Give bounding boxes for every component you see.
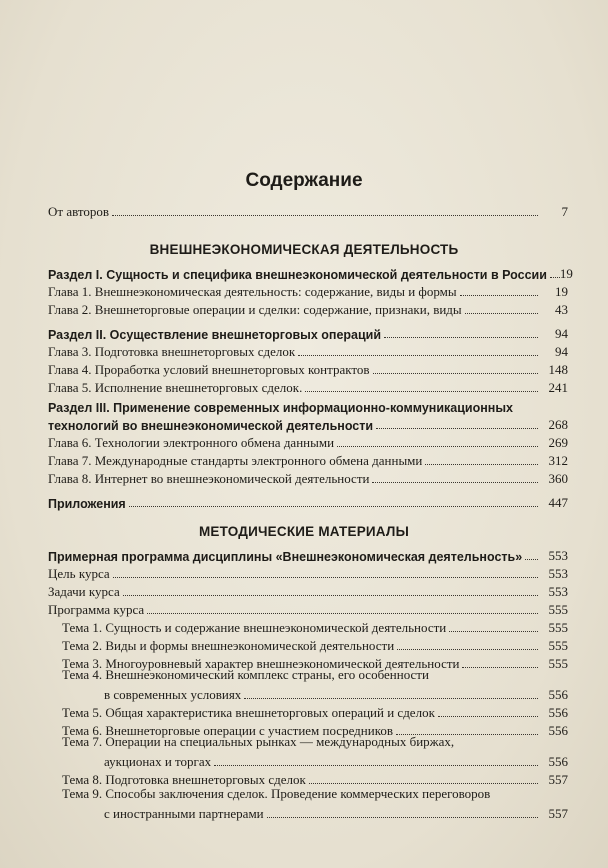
toc-theme-3[interactable]: Тема 3. Многоуровневый характер внешнеэкономической деятельности 555 [62, 656, 568, 671]
part2-heading: МЕТОДИЧЕСКИЕ МАТЕРИАЛЫ [198, 524, 410, 539]
toc-goal[interactable]: Цель курса 553 [48, 566, 568, 581]
toc-theme-9-line1: Тема 9. Способы заключения сделок. Проведение коммерческих переговоров [62, 786, 491, 801]
toc-chapter-7[interactable]: Глава 7. Международные стандарты электронного обмена данными 312 [48, 453, 568, 468]
toc-chapter-5[interactable]: Глава 5. Исполнение внешнеторговых сделок. 241 [48, 380, 568, 395]
toc-theme-7[interactable]: аукционах и торгах 556 [104, 754, 568, 769]
toc-appendix[interactable]: Приложения 447 [48, 495, 568, 511]
toc-theme-2[interactable]: Тема 2. Виды и формы внешнеэкономической деятельности 555 [62, 638, 568, 653]
toc-section-3[interactable]: технологий во внешнеэкономической деятельности 268 [48, 417, 568, 433]
part1-heading: ВНЕШНЕЭКОНОМИЧЕСКАЯ ДЕЯТЕЛЬНОСТЬ [149, 242, 459, 257]
toc-chapter-6[interactable]: Глава 6. Технологии электронного обмена данными 269 [48, 435, 568, 450]
toc-chapter-3[interactable]: Глава 3. Подготовка внешнеторговых сделок 94 [48, 344, 568, 359]
toc-tasks[interactable]: Задачи курса 553 [48, 584, 568, 599]
toc-theme-6[interactable]: Тема 6. Внешнеторговые операции с участием посредников 556 [62, 723, 568, 738]
toc-theme-4[interactable]: в современных условиях 556 [104, 687, 568, 702]
toc-chapter-4[interactable]: Глава 4. Проработка условий внешнеторговых контрактов 148 [48, 362, 568, 377]
toc-entry-intro[interactable]: От авторов 7 [48, 204, 568, 219]
toc-course[interactable]: Программа курса 555 [48, 602, 568, 617]
toc-theme-7-line1: Тема 7. Операции на специальных рынках — международных биржах, [62, 734, 455, 749]
toc-chapter-2[interactable]: Глава 2. Внешнеторговые операции и сделки: содержание, признаки, виды 43 [48, 302, 568, 317]
toc-program[interactable]: Примерная программа дисциплины «Внешнеэкономическая деятельность» 553 [48, 548, 568, 564]
toc-section-1[interactable]: Раздел I. Сущность и специфика внешнеэкономической деятельности в России 19 [48, 266, 573, 282]
toc-theme-4-line1: Тема 4. Внешнеэкономический комплекс страны, его особенности [62, 667, 429, 682]
toc-theme-9[interactable]: с иностранными партнерами 557 [104, 806, 568, 821]
toc-section-2[interactable]: Раздел II. Осуществление внешнеторговых операций 94 [48, 326, 568, 342]
toc-theme-8[interactable]: Тема 8. Подготовка внешнеторговых сделок 557 [62, 772, 568, 787]
toc-chapter-1[interactable]: Глава 1. Внешнеэкономическая деятельность: содержание, виды и формы 19 [48, 284, 568, 299]
toc-theme-5[interactable]: Тема 5. Общая характеристика внешнеторговых операций и сделок 556 [62, 705, 568, 720]
toc-theme-1[interactable]: Тема 1. Сущность и содержание внешнеэкономической деятельности 555 [62, 620, 568, 635]
page-title: Содержание [245, 170, 363, 191]
toc-section-3-line1: Раздел III. Применение современных информационно-коммуникационных [48, 401, 513, 415]
toc-chapter-8[interactable]: Глава 8. Интернет во внешнеэкономической деятельности 360 [48, 471, 568, 486]
